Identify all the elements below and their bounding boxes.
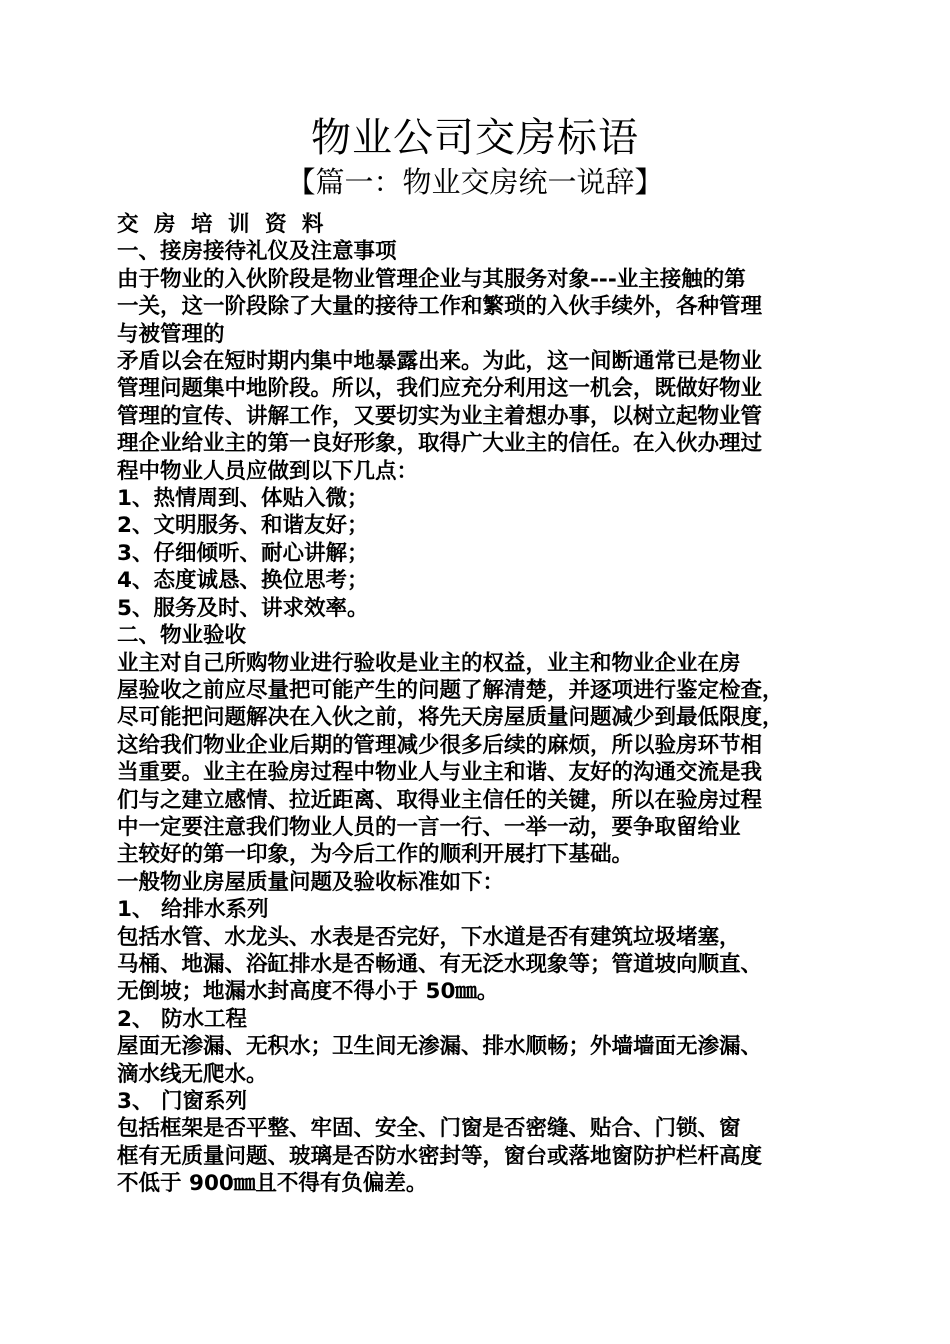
document-subtitle: 【篇一：物业交房统一说辞】 bbox=[286, 165, 664, 199]
paragraph-line: 由于物业的入伙阶段是物业管理企业与其服务对象---业主接触的第 bbox=[117, 266, 746, 292]
list-item: 5、服务及时、讲求效率。 bbox=[117, 595, 369, 621]
section-heading-1: 一、接房接待礼仪及注意事项 bbox=[117, 239, 397, 265]
paragraph-line: 一关，这一阶段除了大量的接待工作和繁琐的入伙手续外，各种管理 bbox=[117, 294, 763, 320]
paragraph-line: 包括水管、水龙头、水表是否完好，下水道是否有建筑垃圾堵塞， bbox=[117, 924, 741, 950]
subsection-heading: 2、 防水工程 bbox=[117, 1006, 247, 1032]
list-item: 3、仔细倾听、耐心讲解； bbox=[117, 540, 369, 566]
paragraph-line: 理企业给业主的第一良好形象，取得广大业主的信任。在入伙办理过 bbox=[117, 431, 763, 457]
paragraph-line: 中一定要注意我们物业人员的一言一行、一举一动，要争取留给业 bbox=[117, 814, 741, 840]
list-item: 1、热情周到、体贴入微； bbox=[117, 486, 369, 512]
paragraph-line: 这给我们物业企业后期的管理减少很多后续的麻烦，所以验房环节相 bbox=[117, 732, 763, 758]
subsection-heading: 3、 门窗系列 bbox=[117, 1089, 247, 1114]
paragraph-line: 管理问题集中地阶段。所以，我们应充分利用这一机会，既做好物业 bbox=[117, 376, 763, 402]
paragraph-line: 不低于 900㎜且不得有负偏差。 bbox=[117, 1171, 428, 1197]
list-item: 4、态度诚恳、换位思考； bbox=[117, 568, 369, 594]
section-heading-2: 二、物业验收 bbox=[117, 623, 247, 649]
paragraph-line: 与被管理的 bbox=[117, 321, 225, 347]
paragraph-line: 滴水线无爬水。 bbox=[117, 1061, 268, 1087]
list-item: 2、文明服务、和谐友好； bbox=[117, 513, 369, 539]
paragraph-line: 主较好的第一印象，为今后工作的顺利开展打下基础。 bbox=[117, 842, 634, 868]
paragraph-line: 一般物业房屋质量问题及验收标准如下： bbox=[117, 869, 505, 895]
paragraph-line: 尽可能把问题解决在入伙之前，将先天房屋质量问题减少到最低限度， bbox=[117, 705, 784, 731]
paragraph-line: 矛盾以会在短时期内集中地暴露出来。为此，这一间断通常已是物业 bbox=[117, 349, 763, 375]
paragraph-line: 业主对自己所购物业进行验收是业主的权益，业主和物业企业在房 bbox=[117, 650, 741, 676]
paragraph-line: 们与之建立感情、拉近距离、取得业主信任的关键，所以在验房过程 bbox=[117, 787, 763, 813]
paragraph-line: 程中物业人员应做到以下几点： bbox=[117, 458, 419, 484]
paragraph-line: 框有无质量问题、玻璃是否防水密封等，窗台或落地窗防护栏杆高度 bbox=[117, 1143, 763, 1169]
subsection-heading: 1、 给排水系列 bbox=[117, 897, 269, 923]
paragraph-line: 屋面无渗漏、无积水；卫生间无渗漏、排水顺畅；外墙墙面无渗漏、 bbox=[117, 1034, 763, 1060]
paragraph-line: 无倒坡；地漏水封高度不得小于 50㎜。 bbox=[117, 979, 499, 1005]
paragraph-line: 当重要。业主在验房过程中物业人与业主和谐、友好的沟通交流是我 bbox=[117, 760, 763, 786]
paragraph-line: 马桶、地漏、浴缸排水是否畅通、有无泛水现象等；管道坡向顺直、 bbox=[117, 951, 763, 977]
section-heading-training: 交 房 培 训 资 料 bbox=[117, 212, 328, 237]
paragraph-line: 包括框架是否平整、牢固、安全、门窗是否密缝、贴合、门锁、窗 bbox=[117, 1116, 741, 1142]
document-body bbox=[117, 211, 842, 1198]
paragraph-line: 屋验收之前应尽量把可能产生的问题了解清楚，并逐项进行鉴定检查， bbox=[117, 677, 784, 703]
paragraph-line: 管理的宣传、讲解工作，又要切实为业主着想办事，以树立起物业管 bbox=[117, 403, 763, 429]
document-title: 物业公司交房标语 bbox=[311, 115, 639, 161]
